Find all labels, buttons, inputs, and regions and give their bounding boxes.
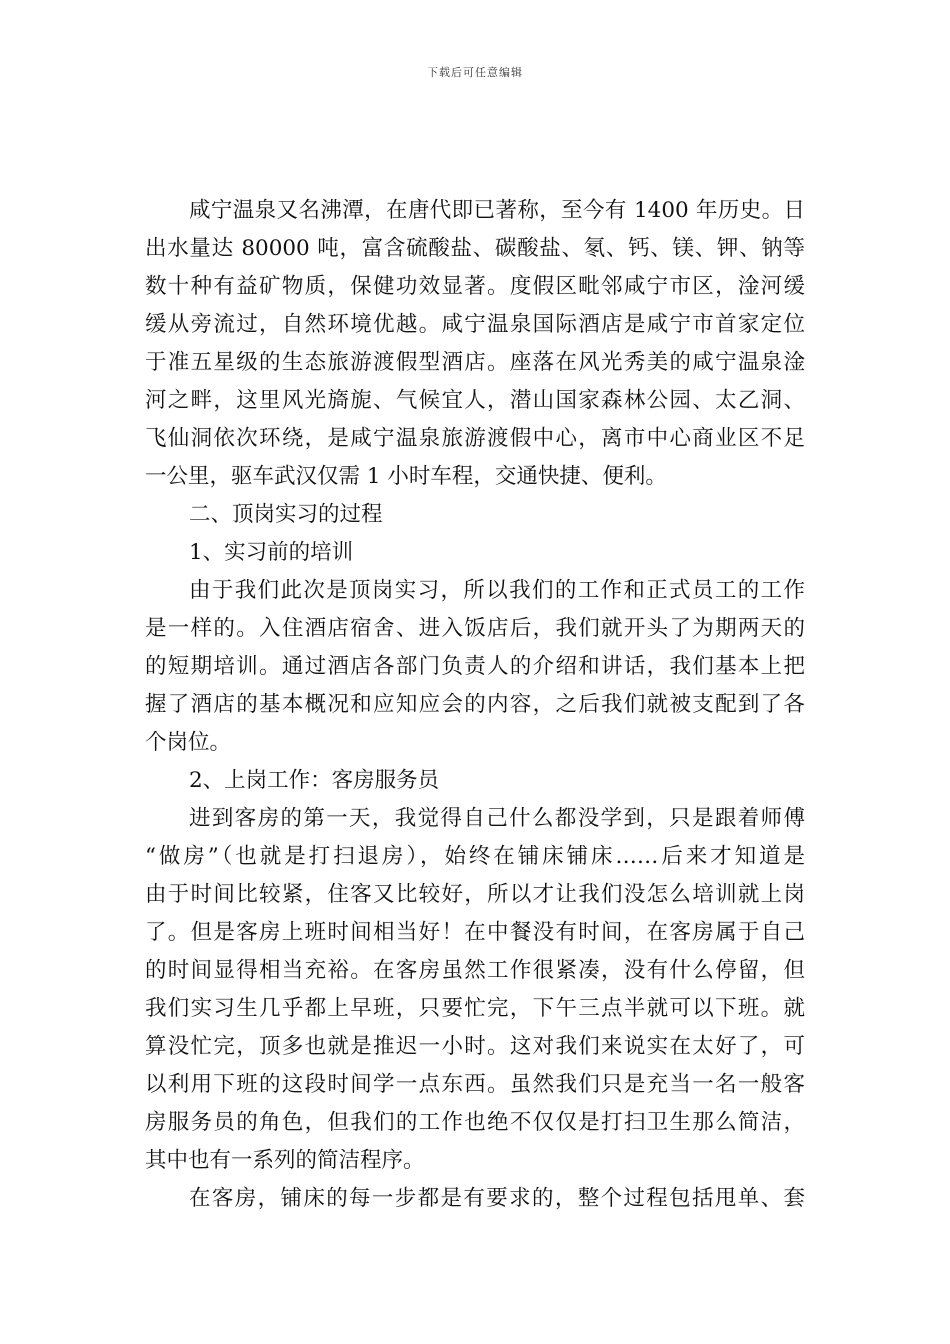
paragraph-line: 算没忙完，顶多也就是推迟一小时。这对我们来说实在太好了，可 xyxy=(145,1034,805,1059)
section-heading: 2、上岗工作：客房服务员 xyxy=(189,768,440,793)
paragraph-line: “做房”（也就是打扫退房），始终在铺床铺床……后来才知道是 xyxy=(145,844,805,869)
paragraph-line: 的时间显得相当充裕。在客房虽然工作很紧凑，没有什么停留，但 xyxy=(145,958,805,983)
paragraph-line: 进到客房的第一天，我觉得自己什么都没学到，只是跟着师傅 xyxy=(189,806,805,831)
paragraph-line: 以利用下班的这段时间学一点东西。虽然我们只是充当一名一般客 xyxy=(145,1072,805,1097)
paragraph-line: 河之畔，这里风光旖旎、气候宜人，潜山国家森林公园、太乙洞、 xyxy=(145,388,805,413)
document-body xyxy=(145,192,805,1218)
paragraph-line: 由于时间比较紧，住客又比较好，所以才让我们没怎么培训就上岗 xyxy=(145,882,805,907)
paragraph-line: 在客房，铺床的每一步都是有要求的，整个过程包括甩单、套 xyxy=(189,1186,805,1211)
paragraph-line: 一公里，驱车武汉仅需 1 小时车程，交通快捷、便利。 xyxy=(145,464,667,489)
paragraph-line: 其中也有一系列的简洁程序。 xyxy=(145,1148,425,1173)
paragraph-line: 咸宁温泉又名沸潭，在唐代即已著称，至今有 1400 年历史。日 xyxy=(189,198,805,223)
section-heading: 二、顶岗实习的过程 xyxy=(189,502,383,527)
section-heading: 1、实习前的培训 xyxy=(189,540,354,565)
page-header-note: 下载后可任意编辑 xyxy=(427,66,523,79)
paragraph-line: 的短期培训。通过酒店各部门负责人的介绍和讲话，我们基本上把 xyxy=(145,654,805,679)
paragraph-line: 个岗位。 xyxy=(145,730,232,755)
paragraph-line: 我们实习生几乎都上早班，只要忙完，下午三点半就可以下班。就 xyxy=(145,996,805,1021)
paragraph-line: 于准五星级的生态旅游渡假型酒店。座落在风光秀美的咸宁温泉淦 xyxy=(145,350,805,375)
paragraph-line: 飞仙洞依次环绕，是咸宁温泉旅游渡假中心，离市中心商业区不足 xyxy=(145,426,805,451)
paragraph-line: 了。但是客房上班时间相当好！在中餐没有时间，在客房属于自己 xyxy=(145,920,805,945)
paragraph-line: 是一样的。入住酒店宿舍、进入饭店后，我们就开头了为期两天的 xyxy=(145,616,805,641)
paragraph-line: 缓从旁流过，自然环境优越。咸宁温泉国际酒店是咸宁市首家定位 xyxy=(145,312,805,337)
paragraph-line: 数十种有益矿物质，保健功效显著。度假区毗邻咸宁市区，淦河缓 xyxy=(145,274,805,299)
paragraph-line: 房服务员的角色，但我们的工作也绝不仅仅是打扫卫生那么简洁， xyxy=(145,1110,805,1135)
paragraph-line: 由于我们此次是顶岗实习，所以我们的工作和正式员工的工作 xyxy=(189,578,805,603)
paragraph-line: 出水量达 80000 吨，富含硫酸盐、碳酸盐、氡、钙、镁、钾、钠等 xyxy=(145,236,805,261)
paragraph-line: 握了酒店的基本概况和应知应会的内容，之后我们就被支配到了各 xyxy=(145,692,805,717)
